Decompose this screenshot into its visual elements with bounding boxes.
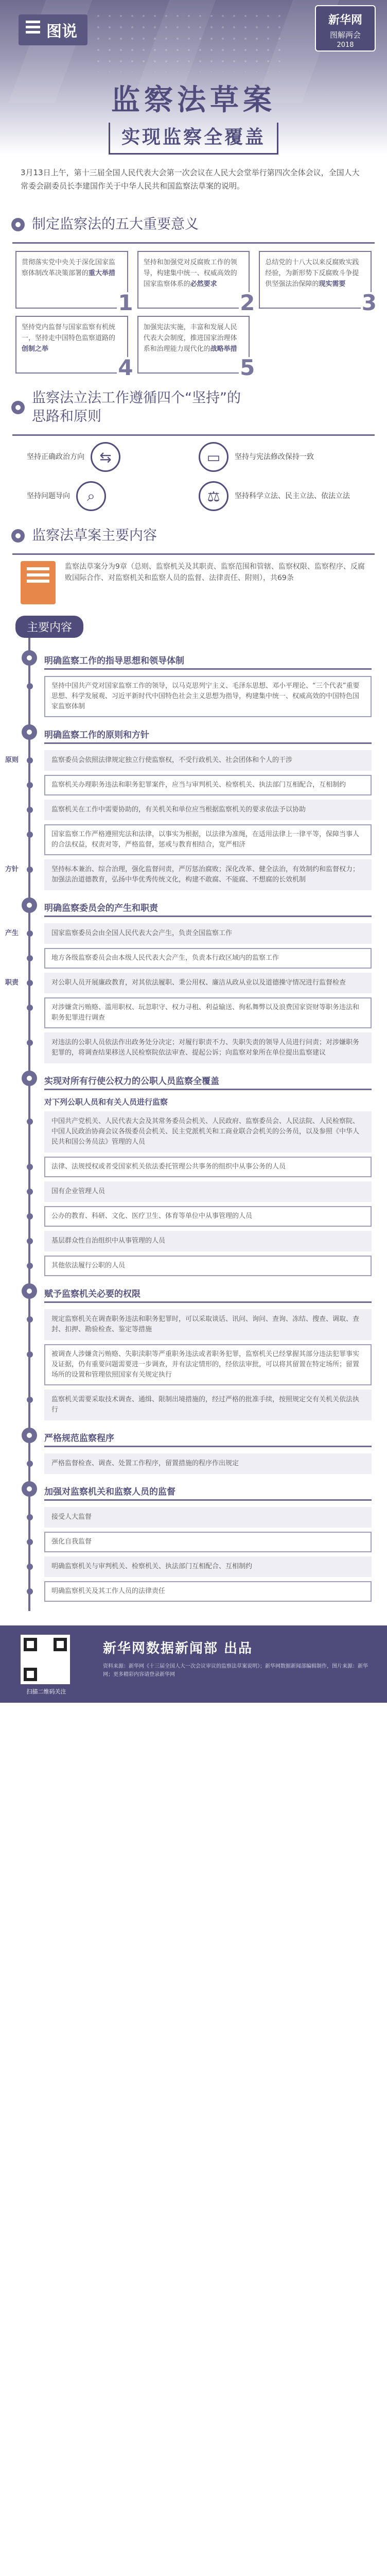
hall-lights-decoration <box>93 10 288 72</box>
chapter-item <box>44 775 372 795</box>
chapter-item-text: 国家监察委员会由全国人民代表大会产生，负责全国监察工作 <box>51 929 233 937</box>
chapter-bullet-icon <box>22 650 37 666</box>
chapter-item-text: 强化自我监督 <box>51 1538 92 1546</box>
tag-text: 图说 <box>46 23 77 41</box>
chapter-item-text: 对违法的公职人员依法作出政务处分决定；对履行职责不力、失职失责的领导人员进行问责；对涉嫌职务犯罪的，将调查结果移送人民检察院依法审查、提起公诉；向监察对象所在单位提出监察建议 <box>51 1039 360 1057</box>
principle-item <box>21 442 188 472</box>
page-title: 监察法草案 <box>111 83 276 117</box>
timeline-dot-icon <box>27 1263 33 1269</box>
chapter-item <box>44 1532 372 1552</box>
chapter-bullet-icon <box>22 897 37 913</box>
section-title <box>32 389 241 426</box>
chapter-heading <box>44 1431 372 1447</box>
timeline-dot-icon <box>27 1564 33 1570</box>
page-subtitle-text: 实现监察全覆盖 <box>109 123 278 155</box>
section-header-principles <box>11 389 372 426</box>
timeline-dot-icon <box>27 1164 33 1170</box>
chapter-heading <box>44 901 372 917</box>
chapter-item-text: 对公职人员开展廉政教育，对其依法履职、秉公用权、廉洁从政从业以及道德操守情况进行监督检查 <box>51 979 346 987</box>
timeline-dot-icon <box>27 980 33 986</box>
meaning-keyword: 必然要求 <box>190 280 217 288</box>
section-title-line-2: 思路和原则 <box>32 409 101 425</box>
gavel-icon: ⚖ <box>199 481 228 511</box>
chapter-item <box>44 1344 372 1385</box>
chapter-item <box>44 1206 372 1227</box>
timeline-dot-icon <box>27 757 33 764</box>
meaning-card <box>15 251 133 315</box>
chapter-item <box>44 824 372 855</box>
meaning-number: 2 <box>240 290 255 315</box>
chapter-item-text: 监察机关需要采取技术调查、通缉、限制出境措施的，经过严格的批准手续，按照规定交有关机关依法执行 <box>51 1396 360 1414</box>
chapter-item <box>5 750 372 771</box>
chapter-item-text: 被调查人涉嫌贪污贿赂、失职渎职等严重职务违法或者职务犯罪，监察机关已经掌握其部分违法犯罪事实及证据，仍有重要问题需要进一步调查，并有法定情形的，经依法审批，可以将其留置在特定场所；留置场所的设置和管理依照国家有关规定执行 <box>51 1350 360 1379</box>
timeline-dot-icon <box>27 1118 33 1125</box>
chapter-title: 赋予监察机关必要的权限 <box>44 1286 372 1303</box>
meaning-grid <box>0 244 387 380</box>
principle-label: 坚持正确政治方向 <box>27 453 84 461</box>
chapter-title: 实现对所有行使公权力的公职人员监察全覆盖 <box>44 1074 372 1090</box>
bullet-icon <box>11 401 25 414</box>
chapter-item-text: 规定监察机关在调查职务违法和职务犯罪时，可以采取谈话、讯问、询问、查询、冻结、搜查、调取、查封、扣押、勘验检查、鉴定等措施 <box>51 1315 360 1333</box>
chapter-item-text: 国有企业管理人员 <box>51 1188 105 1195</box>
chapter-title: 明确监察委员会的产生和职责 <box>44 901 372 917</box>
timeline-dot-icon <box>27 1351 33 1358</box>
chapter-item-text: 国家监察工作严格遵照宪法和法律，以事实为根据，以法律为准绳，在适用法律上一律平等，保障当事人的合法权益，权责对等，严格监督，惩戒与教育相结合，宽严相济 <box>51 831 360 849</box>
section-header-meaning <box>11 215 372 234</box>
timeline-dot-icon <box>27 1213 33 1219</box>
meaning-keyword: 创制之举 <box>22 345 49 353</box>
chapter-item-text: 严格监督检查、调查、处置工作程序，留置措施的程序作出规定 <box>51 1460 239 1467</box>
chapter-item <box>44 1157 372 1177</box>
chapter-item <box>44 1309 372 1340</box>
chapter-item-text: 对涉嫌贪污贿赂、滥用职权、玩忽职守、权力寻租、利益输送、徇私舞弊以及浪费国家资财等职务违法和职务犯罪进行调查 <box>51 1004 360 1022</box>
chapter-bullet-icon <box>22 1428 37 1443</box>
qr-code <box>21 1635 70 1684</box>
timeline-dot-icon <box>27 1539 33 1545</box>
logo-line-3: 2018 <box>337 41 354 49</box>
chapter-item-text: 地方各级监察委员会由本级人民代表大会产生，负责本行政区域内的监察工作 <box>51 954 279 962</box>
meaning-text: 总结党的十八大以来反腐败实践经验，为新形势下反腐败斗争提供坚强法治保障的 <box>265 259 359 288</box>
xinhua-logo <box>315 5 376 52</box>
chapter-item <box>44 948 372 969</box>
chapter-bullet-icon <box>22 1071 37 1086</box>
meaning-card <box>259 251 377 315</box>
side-label: 原则 <box>5 756 19 764</box>
chapter-item-text: 法律、法规授权或者受国家机关依法委托管理公共事务的组织中从事公务的人员 <box>51 1163 286 1171</box>
logo-line-2: 图解两会 <box>329 30 361 40</box>
meaning-text: 坚持党内监督与国家监察有机统一，坚持走中国特色监察道路的 <box>22 324 116 342</box>
chapter-item <box>44 1507 372 1528</box>
chapter-title: 加强对监察机关和监察人员的监督 <box>44 1484 372 1501</box>
main-content-description: 监察法草案分为9章（总则、监察机关及其职责、监察范围和管辖、监察权限、监察程序、反腐败国际合作、对监察机关和监察人员的监督、法律责任、附则），共69条 <box>65 563 365 582</box>
timeline-dot-icon <box>27 807 33 813</box>
header-banner <box>0 0 387 155</box>
timeline-dot-icon <box>27 683 33 689</box>
chapter-item <box>44 1556 372 1577</box>
book-icon: ▭ <box>199 442 228 472</box>
main-content-summary <box>0 555 387 606</box>
intro-paragraph: 3月13日上午，第十三届全国人民代表大会第一次会议在人民大会堂举行第四次全体会议，全国人大常委会副委员长李建国作关于中华人民共和国监察法草案的说明。 <box>21 168 360 191</box>
logo-line-1: 新华网 <box>328 14 362 27</box>
chapter-item-text: 中国共产党机关、人民代表大会及其常务委员会机关、人民政府、监察委员会、人民法院、人民检察院、中国人民政治协商会议各级委员会机关、民主党派机关和工商业联合会机关的公务员，以及参照《中华人民共和国公务员法》管理的人员 <box>51 1117 360 1146</box>
principle-item <box>199 442 366 472</box>
chapter-item <box>5 859 372 890</box>
chapter-item <box>44 800 372 820</box>
footer-brand: 新华网数据新闻部 出品 <box>103 1641 253 1656</box>
meaning-spacer <box>259 316 372 374</box>
main-content-timeline <box>0 638 387 1611</box>
meaning-number: 4 <box>118 355 133 380</box>
timeline-dot-icon <box>27 867 33 873</box>
section-title-line-1: 监察法立法工作遵循四个“坚持”的 <box>32 390 241 406</box>
chapter-item-text: 坚持标本兼治、综合治理，强化监督问责，严厉惩治腐败；深化改革、健全法治，有效制约和监督权力；加强法治道德教育，弘扬中华优秀传统文化，构建不敢腐、不能腐、不想腐的长效机制 <box>51 866 360 884</box>
chapter-heading <box>44 1074 372 1090</box>
principle-label: 坚持问题导向 <box>27 492 70 500</box>
meaning-number: 3 <box>361 290 377 315</box>
chapter-bullet-icon <box>22 1283 37 1299</box>
timeline-dot-icon <box>27 1040 33 1046</box>
chapter-item <box>44 1256 372 1276</box>
chapter-item-text: 接受人大监督 <box>51 1513 92 1521</box>
timeline-dot-icon <box>27 1189 33 1195</box>
meaning-card <box>137 251 255 315</box>
direction-sign-icon: ⇆ <box>91 442 120 472</box>
footer <box>0 1625 387 1703</box>
qr-caption: 扫描二维码关注 <box>26 1688 66 1695</box>
magnifier-icon: ⌕ <box>76 481 106 511</box>
chapter-item-text: 监察机关在工作中需要协助的，有关机关和单位应当根据监察机关的要求依法予以协助 <box>51 806 306 814</box>
chapter-item-text: 坚持中国共产党对国家监察工作的领导，以马克思列宁主义、毛泽东思想、邓小平理论、“三个代表”重要思想、科学发展观、习近平新时代中国特色社会主义思想为指导，构建集中统一、权威高效的中国特色国家监察体制 <box>51 682 360 710</box>
chapter-item <box>5 973 372 993</box>
document-icon <box>21 561 56 604</box>
timeline-dot-icon <box>27 1397 33 1403</box>
chapter-item-text: 监察机关办理职务违法和职务犯罪案件，应当与审判机关、检察机关、执法部门互相配合，互相制约 <box>51 781 346 789</box>
chapter-item <box>44 1111 372 1153</box>
principle-item <box>199 481 366 511</box>
chapter-item <box>44 1032 372 1063</box>
menu-bars-icon <box>26 21 40 36</box>
bullet-icon <box>11 529 25 543</box>
chapter-bullet-icon <box>22 724 37 740</box>
chapter-heading <box>44 727 372 744</box>
chapter-heading <box>44 1484 372 1501</box>
chapter-subheading: 对下列公职人员和有关人员进行监察 <box>44 1097 168 1107</box>
timeline-dot-icon <box>27 955 33 961</box>
chapter-heading <box>44 1286 372 1303</box>
side-label: 职责 <box>5 979 19 987</box>
principle-label: 坚持与宪法修改保持一致 <box>235 453 314 461</box>
chapter-item <box>44 1181 372 1202</box>
timeline-dot-icon <box>27 1588 33 1595</box>
principle-label: 坚持科学立法、民主立法、依法立法 <box>235 492 350 500</box>
chapter-item-text: 明确监察机关与审判机关、检察机关、执法部门互相配合、互相制约 <box>51 1563 253 1570</box>
chapter-bullet-icon <box>22 1481 37 1497</box>
meaning-number: 5 <box>240 355 255 380</box>
meaning-keyword: 战略举措 <box>210 345 237 353</box>
side-label: 方针 <box>5 866 19 873</box>
chapter-item-text: 监察委员会依照法律规定独立行使监察权，不受行政机关、社会团体和个人的干涉 <box>51 756 293 764</box>
main-content-pill: 主要内容 <box>15 616 83 638</box>
timeline-dot-icon <box>27 930 33 937</box>
chapter-title: 严格规范监察程序 <box>44 1431 372 1447</box>
chapter-item <box>5 923 372 944</box>
chapter-item <box>44 1453 372 1474</box>
chapter-item <box>44 1389 372 1420</box>
timeline-dot-icon <box>27 782 33 788</box>
chapter-title: 明确监察工作的指导思想和领导体制 <box>44 653 372 670</box>
chapter-item <box>44 997 372 1028</box>
meaning-text: 坚持和加强党对反腐败工作的领导，构建集中统一、权威高效的国家监察体系的 <box>143 259 237 288</box>
chapter-heading <box>44 653 372 670</box>
chapter-item <box>44 676 372 717</box>
bullet-icon <box>11 218 25 231</box>
chapter-item <box>44 1231 372 1251</box>
chapter-item <box>44 1581 372 1602</box>
meaning-card <box>15 316 133 380</box>
timeline-dot-icon <box>27 1005 33 1011</box>
chapter-item-text: 其他依法履行公职的人员 <box>51 1262 126 1269</box>
timeline-dot-icon <box>27 1238 33 1244</box>
footer-source: 资料来源：新华网《十三届全国人大一次会议审议的监察法草案说明》；新华网数据新闻部编辑制作，图片来源：新华网；更多精彩内容请登录新华网 <box>103 1664 368 1677</box>
meaning-keyword: 现实需要 <box>319 280 346 288</box>
meaning-keyword: 重大举措 <box>89 269 116 277</box>
timeline-dot-icon <box>27 1461 33 1467</box>
principle-item <box>21 481 188 511</box>
chapter-item-text: 明确监察机关及其工作人员的法律责任 <box>51 1587 166 1595</box>
chapter-title: 明确监察工作的原则和方针 <box>44 727 372 744</box>
principles-grid <box>0 436 387 514</box>
timeline-dot-icon <box>27 1316 33 1323</box>
timeline-dot-icon <box>27 1514 33 1520</box>
section-title: 监察法草案主要内容 <box>32 528 157 544</box>
timeline-dot-icon <box>27 832 33 838</box>
section-header-main-content <box>11 527 372 545</box>
section-title: 制定监察法的五大重要意义 <box>32 216 199 232</box>
side-label: 产生 <box>5 929 19 937</box>
meaning-text: 加强宪法实施，丰富和发展人民代表大会制度，推进国家治理体系和治理能力现代化的 <box>143 324 237 353</box>
meaning-text: 贯彻落实党中央关于深化国家监察体制改革决策部署的 <box>22 259 116 277</box>
page-subtitle <box>0 123 387 155</box>
chapter-item-text: 基层群众性自治组织中从事管理的人员 <box>51 1237 166 1245</box>
meaning-number: 1 <box>118 290 133 315</box>
chapter-item-text: 公办的教育、科研、文化、医疗卫生、体育等单位中从事管理的人员 <box>51 1212 253 1220</box>
meaning-card <box>137 316 255 380</box>
tag-label <box>19 14 87 45</box>
